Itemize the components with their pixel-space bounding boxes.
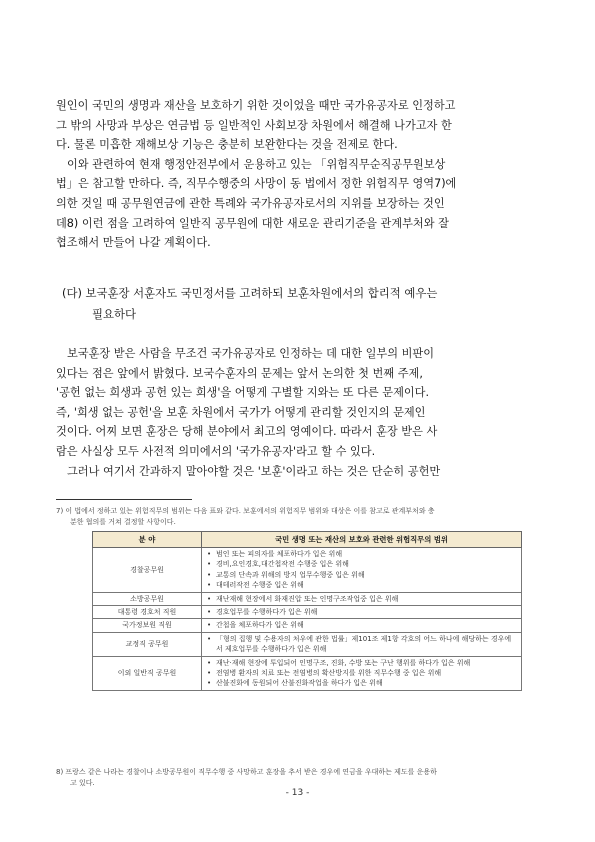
table-row xyxy=(93,548,522,593)
paragraph-line: 데8) 이런 점을 고려하여 일반직 공무원에 대한 새로운 관리기준을 관계부처와 잘 xyxy=(56,216,449,230)
list-item: • 대테러작전 수행중 입은 위해 xyxy=(207,580,516,590)
table-row xyxy=(93,632,522,656)
list-item: • 산불진화에 동원되어 산불진화작업을 하다가 입은 위해 xyxy=(207,678,516,688)
table-cell-scope xyxy=(202,548,522,593)
table-cell-scope xyxy=(202,656,522,690)
footnote-7-line-2: 분한 협의를 거쳐 결정할 사항이다. xyxy=(70,518,176,526)
table-header-scope: 국민 생명 또는 재산의 보호와 관련한 위험직무의 범위 xyxy=(202,532,522,548)
table-cell-category: 소방공무원 xyxy=(93,592,202,605)
footnote-8 xyxy=(56,767,546,789)
footnote-7 xyxy=(56,506,546,528)
paragraph-line: 보국훈장 받은 사람을 무조건 국가유공자로 인정하는 데 대한 일부의 비판이 xyxy=(67,347,435,360)
list-item: • 범인 또는 피의자를 체포하다가 입은 위해 xyxy=(207,549,516,559)
paragraph-4 xyxy=(56,462,542,482)
paragraph-line: 의한 것일 때 공무원연금에 관한 특례와 국가유공자로서의 지위를 보장하는 것인 xyxy=(56,196,445,210)
footnote-divider xyxy=(56,499,192,500)
footnote-8-line-2: 고 있다. xyxy=(70,779,95,787)
list-item: • 간첩을 체포하다가 입은 위해 xyxy=(207,620,516,630)
table-cell-category: 경찰공무원 xyxy=(93,548,202,593)
list-item: • 경호업무를 수행하다가 입은 위해 xyxy=(207,607,516,617)
list-item: • 재난·재해 현장에 투입되어 인명구조, 진화, 수방 또는 구난 행위를 하다가 입은 위해 xyxy=(207,658,516,668)
table-cell-scope xyxy=(202,632,522,656)
paragraph-line: 람은 사실상 모두 사전적 의미에서의 '국가유공자'라고 할 수 있다. xyxy=(56,444,376,458)
table-cell-category: 이외 일반직 공무원 xyxy=(93,656,202,690)
body-text-bottom xyxy=(56,344,542,481)
paragraph-1 xyxy=(56,96,542,155)
paragraph-line: 있다는 점은 앞에서 밝혔다. 보국수훈자의 문제는 앞서 논의한 첫 번째 주제, xyxy=(56,366,423,380)
table-row xyxy=(93,606,522,619)
table-cell-category: 교정직 공무원 xyxy=(93,632,202,656)
paragraph-line: 원인이 국민의 생명과 재산을 보호하기 위한 것이었을 때만 국가유공자로 인정하고 xyxy=(56,99,456,112)
page-number: - 13 - xyxy=(285,788,310,798)
table-cell-scope xyxy=(202,592,522,605)
table-header-row xyxy=(93,532,522,548)
list-item: • 경비,요인경호,대간첩작전 수행중 입은 위해 xyxy=(207,559,516,569)
table-header-category: 분 야 xyxy=(93,532,202,548)
paragraph-line: 그러나 여기서 간과하지 말아야할 것은 '보훈'이라고 하는 것은 단순히 공헌만 xyxy=(67,464,441,478)
table-row xyxy=(93,656,522,690)
section-heading-line-1: (다) 보국훈장 서훈자도 국민정서를 고려하되 보훈차원에서의 합리적 예우는 xyxy=(62,286,438,300)
table-row xyxy=(93,592,522,605)
table-cell-scope xyxy=(202,619,522,632)
paragraph-line: 법」은 참고할 만하다. 즉, 직무수행중의 사망이 동 법에서 정한 위험직무 영역7)에 xyxy=(56,177,457,191)
hazardous-duty-table xyxy=(92,531,522,691)
paragraph-line: 이와 관련하여 현재 행정안전부에서 운용하고 있는 「위험직무순직공무원보상 xyxy=(67,157,446,171)
table-cell-scope xyxy=(202,606,522,619)
paragraph-line: 다. 물론 미흡한 재해보상 기능은 충분히 보완한다는 것을 전제로 한다. xyxy=(56,138,398,152)
paragraph-line: '공헌 없는 희생과 공헌 있는 희생'을 어떻게 구별할 지와는 또 다른 문제이다. xyxy=(56,386,430,400)
paragraph-3 xyxy=(56,344,542,462)
table-cell-category: 대통령 경호처 직원 xyxy=(93,606,202,619)
paragraph-line: 것이다. 어찌 보면 훈장은 당해 분야에서 최고의 영예이다. 따라서 훈장 받은 사 xyxy=(56,425,438,439)
paragraph-line: 그 밖의 사망과 부상은 연금법 등 일반적인 사회보장 차원에서 해결해 나가고자 한 xyxy=(56,118,452,132)
body-text-top xyxy=(56,96,542,253)
list-item: • 전염병 환자의 치료 또는 전염병의 확산방지를 위한 직무수행 중 입은 위해 xyxy=(207,668,516,678)
paragraph-line: 즉, '희생 없는 공헌'을 보훈 차원에서 국가가 어떻게 관리할 것인지의 문제인 xyxy=(56,405,426,419)
footnote-8-line-1: 8) 프랑스 같은 나라는 경찰이나 소방공무원이 직무수행 중 사망하고 훈장을 추서 받은 경우에 연금을 우대하는 제도를 운용하 xyxy=(56,768,437,776)
section-heading-line-2: 필요하다 xyxy=(92,307,137,321)
table-row xyxy=(93,619,522,632)
list-item: • 교통의 단속과 위해의 방지 업무수행중 입은 위해 xyxy=(207,570,516,580)
list-item: • 「형의 집행 및 수용자의 처우에 관한 법률」제101조 제1항 각호의 어느 하나에 해당하는 경우에서 제호업무를 수행하다가 입은 위해 xyxy=(207,634,516,655)
section-heading xyxy=(62,283,542,325)
paragraph-line: 협조해서 만들어 나갈 계획이다. xyxy=(56,236,211,250)
list-item: • 재난재해 현장에서 화재진압 또는 인명구조작업중 입은 위해 xyxy=(207,594,516,604)
paragraph-2 xyxy=(56,155,542,253)
table-cell-category: 국가정보원 직원 xyxy=(93,619,202,632)
footnote-7-line-1: 7) 이 법에서 정하고 있는 위험직무의 범위는 다음 표와 같다. 보훈에서의 위험직무 범위와 대상은 이를 참고로 관계부처와 충 xyxy=(56,507,435,515)
